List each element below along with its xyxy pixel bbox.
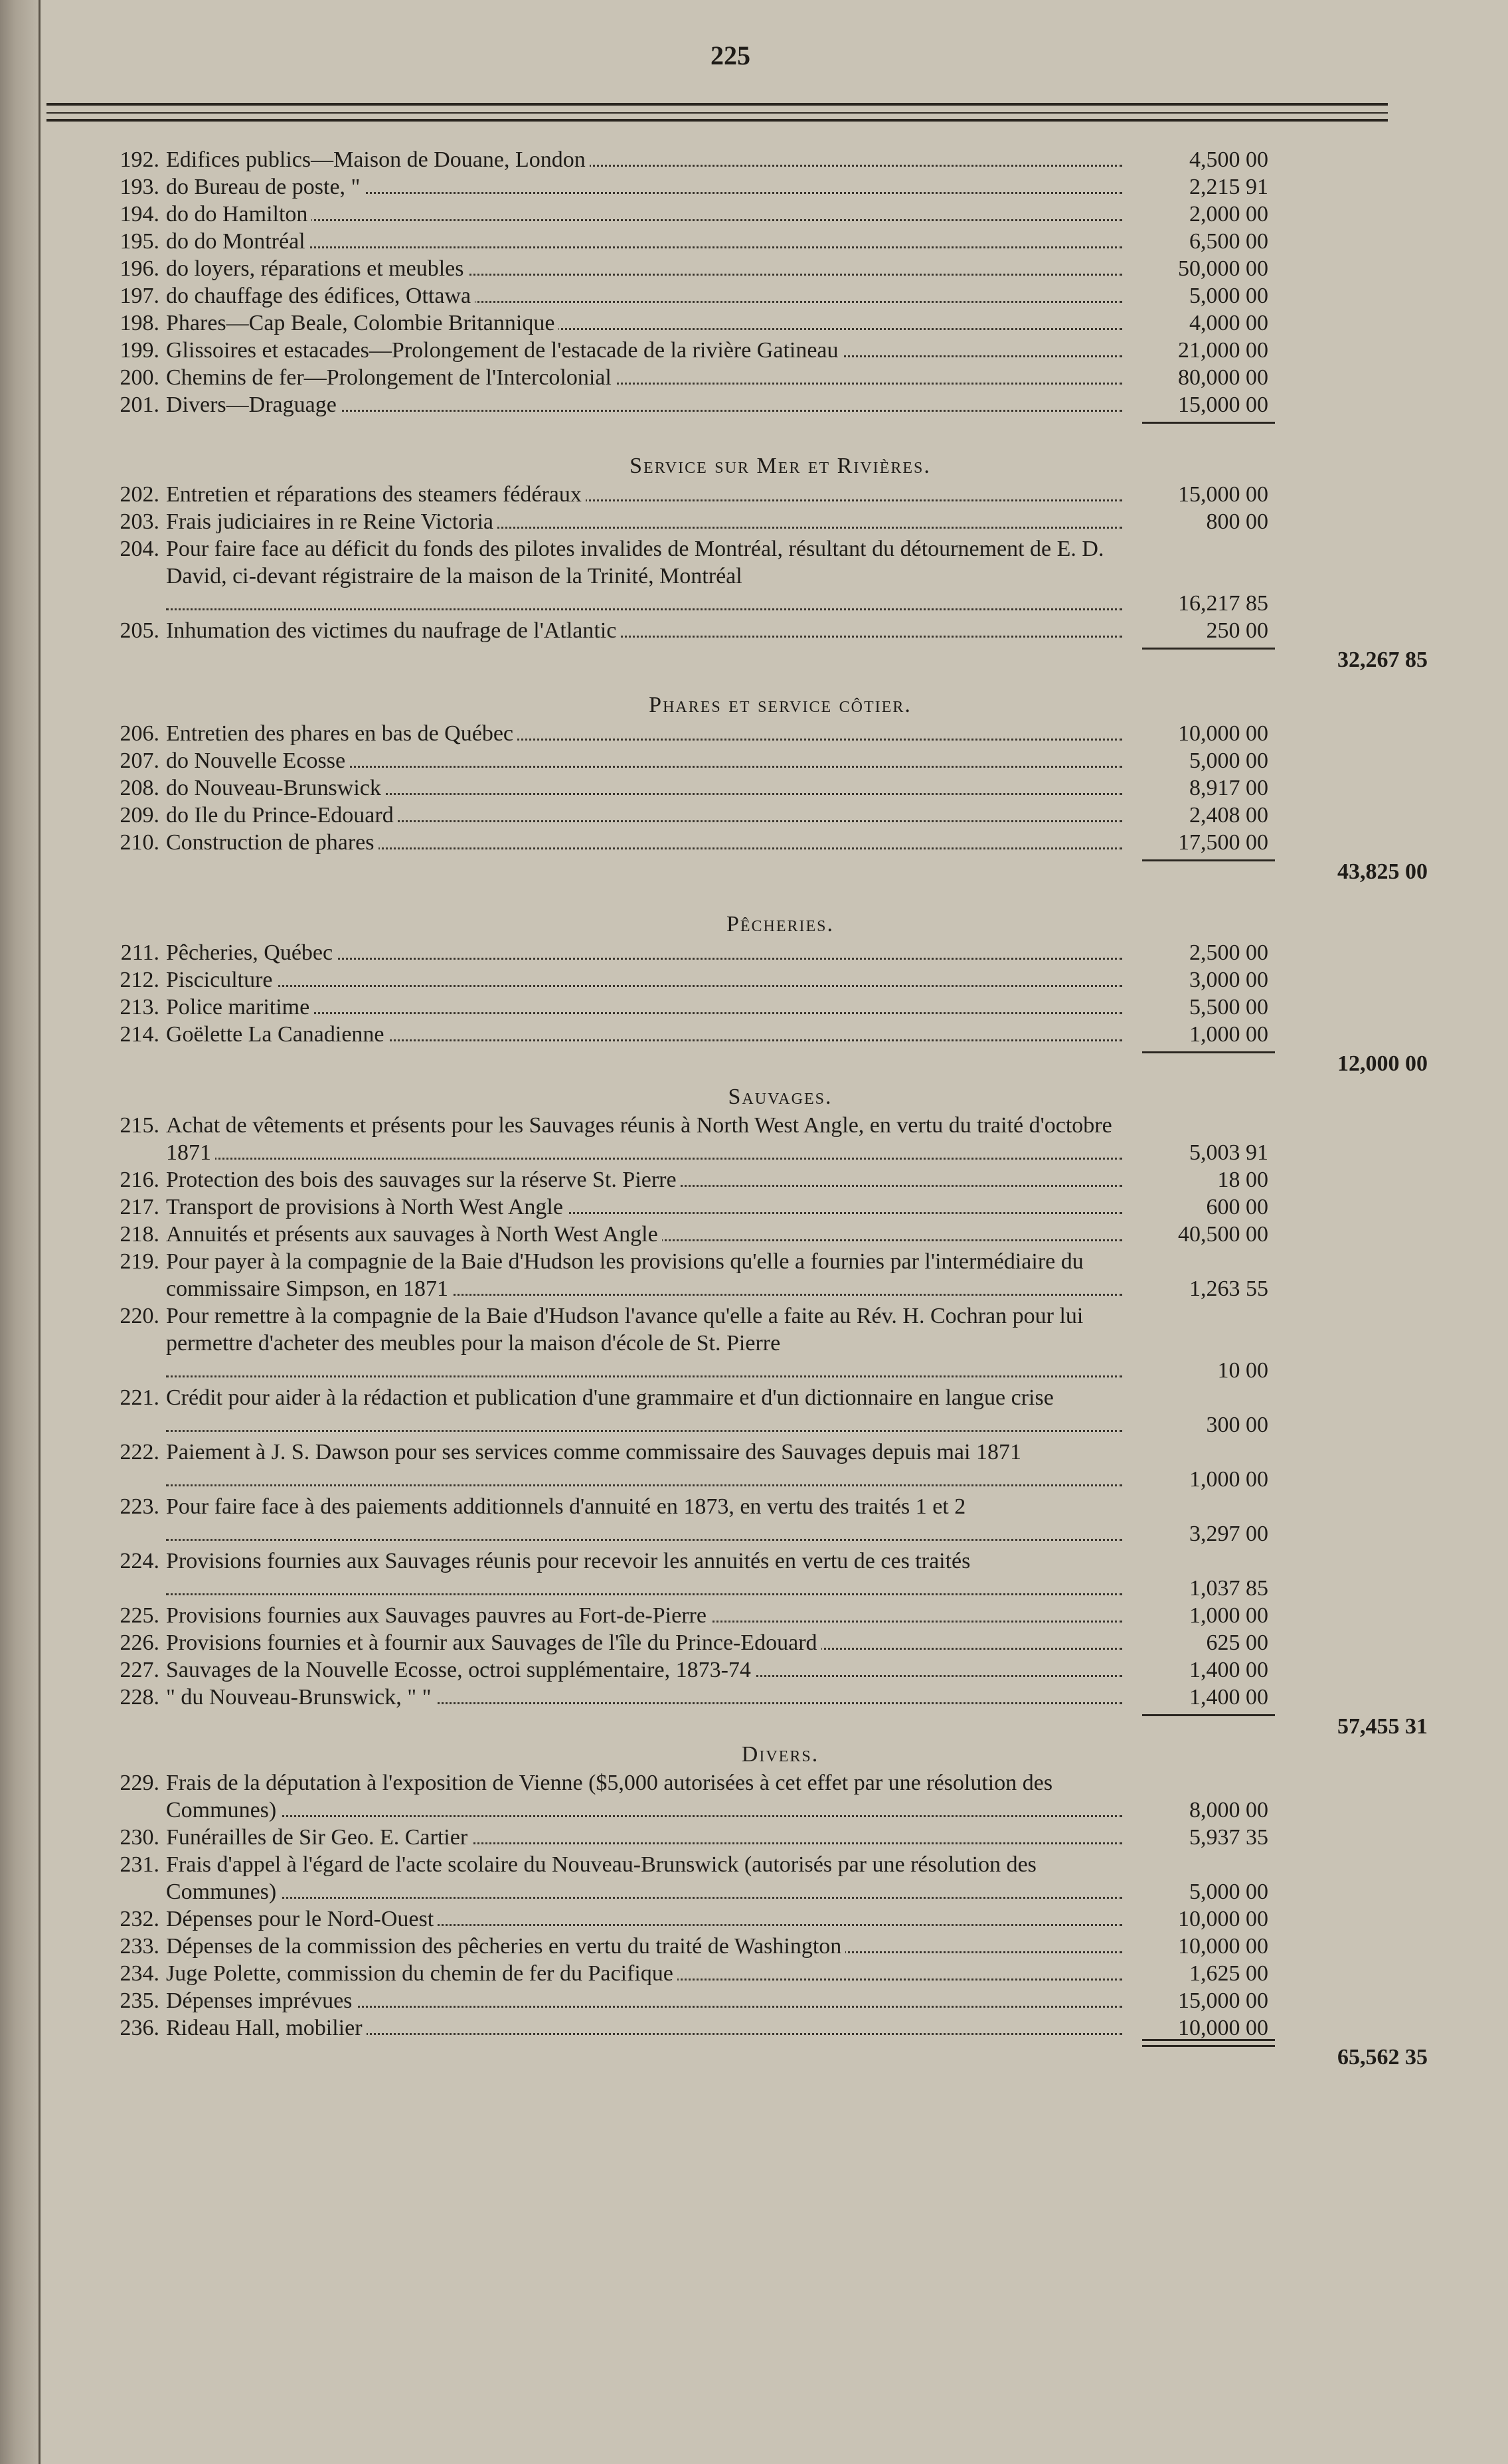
ledger-row: [100, 1824, 1361, 1851]
item-description: [166, 1193, 1135, 1221]
item-number: 210.: [120, 830, 159, 855]
item-description: [166, 939, 1135, 966]
item-number: 214.: [120, 1022, 159, 1047]
item-number: 235.: [120, 1988, 159, 2013]
item-description-text: Provisions fournies aux Sauvages réunis pour recevoir les annuités en vertu de ces traités: [166, 1549, 974, 1573]
ledger-row: [100, 146, 1361, 173]
item-description-text: Dépenses pour le Nord-Ouest: [166, 1907, 438, 1931]
item-number: 212.: [120, 968, 159, 992]
item-description: [166, 994, 1135, 1021]
item-amount: 300 00: [1206, 1413, 1268, 1437]
subtotal-rule: [1142, 2039, 1275, 2047]
item-description: [166, 1987, 1135, 2014]
item-description: [166, 1248, 1135, 1302]
ledger-row: [100, 2014, 1428, 2069]
ledger-row: [100, 802, 1361, 829]
subtotal-rule: [1142, 1714, 1275, 1716]
item-number: 227.: [120, 1658, 159, 1682]
item-amount: 15,000 00: [1178, 482, 1268, 507]
book-binding-edge: [0, 0, 41, 2464]
ledger-row: [100, 966, 1361, 994]
item-amount: 50,000 00: [1178, 256, 1268, 281]
item-amount: 5,000 00: [1189, 284, 1268, 308]
leader-dots: [166, 1539, 1122, 1541]
item-amount: 8,000 00: [1189, 1798, 1268, 1822]
item-description: [166, 1656, 1135, 1684]
item-number: 209.: [120, 803, 159, 828]
item-amount: 2,215 91: [1189, 175, 1268, 199]
ledger-row: [100, 1493, 1361, 1547]
item-amount: 1,037 85: [1189, 1576, 1268, 1601]
item-amount: 5,937 35: [1189, 1825, 1268, 1850]
item-number: 225.: [120, 1603, 159, 1628]
item-description: [166, 1221, 1135, 1248]
item-amount: 10,000 00: [1178, 1934, 1268, 1959]
leader-dots: [166, 608, 1122, 610]
item-number: 231.: [120, 1852, 159, 1877]
item-description-text: Pour faire face au déficit du fonds des pilotes invalides de Montréal, résultant du détournement de E. D. David, ci-devant régistraire de la maison de la Trinité, Montréal: [166, 537, 1104, 588]
section-5: [100, 1740, 1428, 2069]
item-description-text: Pour payer à la compagnie de la Baie d'Hudson les provisions qu'elle a fournies par l'intermédiaire du commissaire Simpson, en 1871: [166, 1249, 1084, 1301]
item-description-text: Rideau Hall, mobilier: [166, 2016, 367, 2040]
item-description-text: Pêcheries, Québec: [166, 940, 337, 965]
item-number: 222.: [120, 1440, 159, 1464]
item-number: 224.: [120, 1549, 159, 1573]
ledger-row: [100, 1933, 1361, 1960]
ledger-row: [100, 282, 1361, 309]
item-description-text: Phares—Cap Beale, Colombie Britannique: [166, 311, 558, 335]
section-title: Service sur Mer et Rivières.: [629, 454, 931, 478]
item-description: [166, 228, 1135, 255]
ledger-row: [100, 508, 1361, 535]
item-description: [166, 1547, 1135, 1575]
item-number: 198.: [120, 311, 159, 335]
item-number: 236.: [120, 2016, 159, 2040]
section-total: 12,000 00: [1337, 1051, 1428, 1076]
item-description: [166, 1439, 1135, 1466]
ledger-row: [100, 1193, 1361, 1221]
item-number: 218.: [120, 1222, 159, 1247]
item-number: 215.: [120, 1113, 159, 1138]
item-description-text: do do Montréal: [166, 229, 309, 254]
leader-dots: [166, 1375, 1122, 1377]
item-description: [166, 535, 1135, 590]
subtotal-rule: [1142, 1051, 1275, 1053]
ledger-row: [100, 1302, 1361, 1384]
item-number: 205.: [120, 618, 159, 643]
item-description-text: do Nouvelle Ecosse: [166, 748, 349, 773]
item-description: [166, 364, 1135, 391]
item-description-text: Crédit pour aider à la rédaction et publication d'une grammaire et d'un dictionnaire en langue crise: [166, 1385, 1058, 1410]
ledger-row: [100, 1905, 1361, 1933]
item-amount: 2,408 00: [1189, 803, 1268, 828]
item-description: [166, 1905, 1135, 1933]
item-description-text: Goëlette La Canadienne: [166, 1022, 388, 1047]
item-number: 232.: [120, 1907, 159, 1931]
section-title: Pêcheries.: [726, 912, 835, 936]
item-description: [166, 1302, 1135, 1357]
section-3: [100, 910, 1428, 1076]
ledger-row: [100, 1629, 1361, 1656]
ledger-row: [100, 747, 1361, 774]
item-amount: 800 00: [1206, 509, 1268, 534]
item-amount: 4,000 00: [1189, 311, 1268, 335]
item-number: 206.: [120, 721, 159, 746]
ledger-row: [100, 829, 1428, 884]
item-amount: 600 00: [1206, 1195, 1268, 1219]
item-description: [166, 282, 1135, 309]
item-description: [166, 1493, 1135, 1520]
item-amount: 4,500 00: [1189, 147, 1268, 172]
item-amount: 1,000 00: [1189, 1603, 1268, 1628]
item-description: [166, 1021, 1135, 1048]
item-description: [166, 201, 1135, 228]
item-description-text: Frais de la députation à l'exposition de Vienne ($5,000 autorisées à cet effet par une résolution des Communes): [166, 1771, 1053, 1822]
item-number: 202.: [120, 482, 159, 507]
item-description: [166, 1960, 1135, 1987]
item-amount: 1,400 00: [1189, 1685, 1268, 1710]
ledger-page: [100, 27, 1428, 2431]
item-number: 207.: [120, 748, 159, 773]
item-amount: 1,000 00: [1189, 1467, 1268, 1492]
item-amount: 5,003 91: [1189, 1140, 1268, 1165]
item-amount: 5,500 00: [1189, 995, 1268, 1019]
ledger-row: [100, 1021, 1428, 1076]
item-amount: 5,000 00: [1189, 1880, 1268, 1904]
item-description-text: Pour faire face à des paiements additionnels d'annuité en 1873, en vertu des traités 1 et 2: [166, 1494, 969, 1519]
ledger-row: [100, 1769, 1361, 1824]
ledger-row: [100, 1960, 1361, 1987]
item-description: [166, 1602, 1135, 1629]
leader-dots: [166, 1430, 1122, 1432]
item-description-text: Dépenses imprévues: [166, 1988, 356, 2013]
item-description-text: do do Hamilton: [166, 202, 311, 226]
ledger-row: [100, 391, 1361, 418]
ledger-row: [100, 1248, 1361, 1302]
item-number: 223.: [120, 1494, 159, 1519]
ledger-row: [100, 1221, 1361, 1248]
ledger-row: [100, 1112, 1361, 1166]
item-number: 216.: [120, 1168, 159, 1192]
item-number: 220.: [120, 1304, 159, 1328]
item-number: 192.: [120, 147, 159, 172]
item-description-text: do Ile du Prince-Edouard: [166, 803, 398, 828]
item-number: 217.: [120, 1195, 159, 1219]
item-amount: 1,000 00: [1189, 1022, 1268, 1047]
item-amount: 1,263 55: [1189, 1276, 1268, 1301]
item-description: [166, 255, 1135, 282]
item-amount: 10,000 00: [1178, 721, 1268, 746]
item-amount: 250 00: [1206, 618, 1268, 643]
subtotal-rule: [1142, 422, 1275, 424]
section-total: 65,562 35: [1337, 2045, 1428, 2069]
item-description: [166, 508, 1135, 535]
item-amount: 15,000 00: [1178, 393, 1268, 417]
item-description: [166, 481, 1135, 508]
section-title: Phares et service côtier.: [649, 693, 912, 717]
item-amount: 3,297 00: [1189, 1522, 1268, 1546]
section-total: 43,825 00: [1337, 859, 1428, 884]
item-number: 230.: [120, 1825, 159, 1850]
item-description: [166, 1933, 1135, 1960]
item-amount: 40,500 00: [1178, 1222, 1268, 1247]
item-number: 228.: [120, 1685, 159, 1710]
leader-dots: [166, 1593, 1122, 1595]
item-number: 203.: [120, 509, 159, 534]
item-amount: 21,000 00: [1178, 338, 1268, 363]
item-description-text: Protection des bois des sauvages sur la réserve St. Pierre: [166, 1168, 681, 1192]
item-amount: 6,500 00: [1189, 229, 1268, 254]
item-description: [166, 2014, 1135, 2042]
section-title: Sauvages.: [728, 1085, 833, 1109]
item-amount: 5,000 00: [1189, 748, 1268, 773]
ledger-row: [100, 939, 1361, 966]
page-number: 225: [711, 41, 750, 70]
item-description-text: Pisciculture: [166, 968, 277, 992]
item-description-text: do Bureau de poste, ": [166, 175, 364, 199]
item-amount: 15,000 00: [1178, 1988, 1268, 2013]
item-number: 204.: [120, 537, 159, 561]
item-description-text: Edifices publics—Maison de Douane, London: [166, 147, 590, 172]
ledger-row: [100, 337, 1361, 364]
item-description-text: Frais d'appel à l'égard de l'acte scolaire du Nouveau-Brunswick (autorisés par une résolution des Communes): [166, 1852, 1037, 1904]
ledger-row: [100, 774, 1361, 802]
item-description-text: do loyers, réparations et meubles: [166, 256, 467, 281]
item-amount: 1,625 00: [1189, 1961, 1268, 1986]
item-description-text: Dépenses de la commission des pêcheries en vertu du traité de Washington: [166, 1934, 845, 1959]
item-description-text: Inhumation des victimes du naufrage de l'Atlantic: [166, 618, 620, 643]
item-number: 234.: [120, 1961, 159, 1986]
ledger-row: [100, 720, 1361, 747]
section-total: 57,455 31: [1337, 1714, 1428, 1739]
ledger-row: [100, 617, 1428, 672]
item-description-text: Provisions fournies aux Sauvages pauvres au Fort-de-Pierre: [166, 1603, 711, 1628]
ledger-row: [100, 309, 1361, 337]
item-description-text: Police maritime: [166, 995, 313, 1019]
item-description-text: do Nouveau-Brunswick: [166, 776, 385, 800]
item-description-text: Provisions fournies et à fournir aux Sauvages de l'île du Prince-Edouard: [166, 1630, 821, 1655]
ledger-row: [100, 228, 1361, 255]
item-description: [166, 747, 1135, 774]
item-number: 226.: [120, 1630, 159, 1655]
item-description-text: Sauvages de la Nouvelle Ecosse, octroi supplémentaire, 1873-74: [166, 1658, 755, 1682]
ledger-row: [100, 1851, 1361, 1905]
ledger-row: [100, 1602, 1361, 1629]
item-description: [166, 617, 1135, 644]
item-number: 221.: [120, 1385, 159, 1410]
section-0: [100, 146, 1361, 418]
item-amount: 18 00: [1217, 1168, 1268, 1192]
item-description-text: Funérailles de Sir Geo. E. Cartier: [166, 1825, 471, 1850]
leader-dots: [166, 1484, 1122, 1486]
section-total: 32,267 85: [1337, 648, 1428, 672]
item-description: [166, 1384, 1135, 1411]
ledger-row: [100, 1684, 1428, 1739]
ledger-row: [100, 1656, 1361, 1684]
item-description: [166, 1112, 1135, 1166]
item-number: 196.: [120, 256, 159, 281]
ledger-row: [100, 255, 1361, 282]
item-description-text: Chemins de fer—Prolongement de l'Intercolonial: [166, 365, 616, 390]
item-amount: 10,000 00: [1178, 1907, 1268, 1931]
item-description: [166, 337, 1135, 364]
ledger-row: [100, 1166, 1361, 1193]
item-description: [166, 1769, 1135, 1824]
item-description: [166, 1629, 1135, 1656]
item-description-text: " du Nouveau-Brunswick, " ": [166, 1685, 436, 1710]
item-description: [166, 173, 1135, 201]
item-amount: 17,500 00: [1178, 830, 1268, 855]
item-number: 208.: [120, 776, 159, 800]
ledger-row: [100, 1384, 1361, 1439]
item-amount: 16,217 85: [1178, 591, 1268, 616]
item-description: [166, 1166, 1135, 1193]
item-amount: 80,000 00: [1178, 365, 1268, 390]
item-description-text: Construction de phares: [166, 830, 378, 855]
ledger-row: [100, 1987, 1361, 2014]
item-number: 213.: [120, 995, 159, 1019]
item-amount: 2,500 00: [1189, 940, 1268, 965]
item-description: [166, 1851, 1135, 1905]
item-amount: 1,400 00: [1189, 1658, 1268, 1682]
item-description-text: Entretien des phares en bas de Québec: [166, 721, 517, 746]
item-description: [166, 1824, 1135, 1851]
item-description-text: do chauffage des édifices, Ottawa: [166, 284, 475, 308]
item-number: 199.: [120, 338, 159, 363]
item-description-text: Entretien et réparations des steamers fédéraux: [166, 482, 586, 507]
ledger-row: [100, 201, 1361, 228]
item-number: 195.: [120, 229, 159, 254]
item-description-text: Pour remettre à la compagnie de la Baie d'Hudson l'avance qu'elle a faite au Rév. H. Cochran pour lui permettre d'acheter des meubles pour la maison d'école de St. Pierre: [166, 1304, 1084, 1356]
item-description-text: Paiement à J. S. Dawson pour ses services comme commissaire des Sauvages depuis mai 1871: [166, 1440, 1025, 1464]
header-double-rule: [46, 103, 1388, 122]
item-description: [166, 1684, 1135, 1711]
item-description: [166, 309, 1135, 337]
ledger-row: [100, 1547, 1361, 1602]
item-description-text: Juge Polette, commission du chemin de fer du Pacifique: [166, 1961, 677, 1986]
item-amount: 10,000 00: [1178, 2016, 1268, 2040]
item-description-text: Achat de vêtements et présents pour les Sauvages réunis à North West Angle, en vertu du traité d'octobre 1871: [166, 1113, 1112, 1165]
item-description-text: Annuités et présents aux sauvages à North West Angle: [166, 1222, 662, 1247]
item-number: 233.: [120, 1934, 159, 1959]
item-description: [166, 146, 1135, 173]
item-number: 197.: [120, 284, 159, 308]
item-amount: 10 00: [1217, 1358, 1268, 1383]
item-number: 200.: [120, 365, 159, 390]
item-number: 201.: [120, 393, 159, 417]
item-number: 219.: [120, 1249, 159, 1274]
section-4: [100, 1083, 1428, 1739]
item-description-text: Glissoires et estacades—Prolongement de l'estacade de la rivière Gatineau: [166, 338, 843, 363]
item-number: 193.: [120, 175, 159, 199]
ledger-row: [100, 173, 1361, 201]
ledger-row: [100, 481, 1361, 508]
item-number: 194.: [120, 202, 159, 226]
item-description: [166, 802, 1135, 829]
subtotal-rule: [1142, 648, 1275, 650]
item-description: [166, 391, 1135, 418]
item-description: [166, 829, 1135, 856]
item-description: [166, 720, 1135, 747]
ledger-row: [100, 364, 1361, 391]
section-1: [100, 452, 1428, 672]
item-number: 211.: [120, 940, 159, 965]
section-2: [100, 691, 1428, 884]
item-description-text: Divers—Draguage: [166, 393, 341, 417]
item-description-text: Frais judiciaires in re Reine Victoria: [166, 509, 497, 534]
ledger-row: [100, 994, 1361, 1021]
item-amount: 8,917 00: [1189, 776, 1268, 800]
item-description: [166, 966, 1135, 994]
item-description: [166, 774, 1135, 802]
item-amount: 2,000 00: [1189, 202, 1268, 226]
ledger-row: [100, 535, 1361, 617]
item-amount: 3,000 00: [1189, 968, 1268, 992]
section-title: Divers.: [741, 1742, 819, 1767]
item-amount: 625 00: [1206, 1630, 1268, 1655]
item-description-text: Transport de provisions à North West Angle: [166, 1195, 567, 1219]
subtotal-rule: [1142, 859, 1275, 861]
item-number: 229.: [120, 1771, 159, 1795]
ledger-row: [100, 1439, 1361, 1493]
